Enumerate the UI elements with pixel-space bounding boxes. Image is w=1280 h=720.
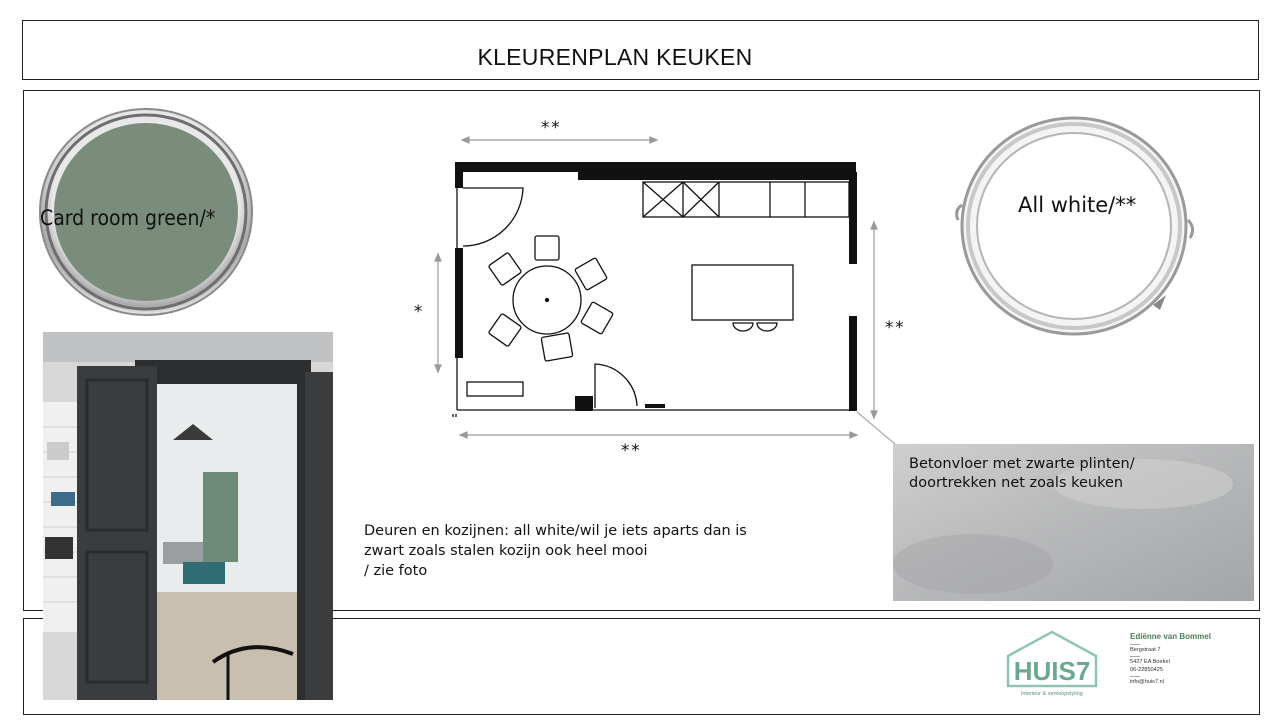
white-paint-swatch [977, 133, 1171, 319]
dimension-arrows [435, 137, 895, 444]
doors-note-line-3: / zie foto [364, 563, 428, 579]
contact-street: Bergstraat 7 [1130, 647, 1161, 653]
contact-phone: 06-22850425 [1130, 667, 1163, 673]
doors-note-line-1: Deuren en kozijnen: all white/wil je iets aparts dan is [364, 523, 747, 539]
white-paint-label: All white/** [1018, 193, 1137, 217]
floor-note [909, 455, 1135, 493]
contact-name: Ediënne van Bommel [1130, 632, 1211, 641]
logo-tagline: interieur & verkoopstyling [1021, 691, 1083, 697]
huis7-logo [1002, 628, 1102, 700]
contact-separator [1130, 644, 1140, 645]
contact-block [1130, 632, 1250, 685]
doors-note-line-2: zwart zoals stalen kozijn ook heel mooi [364, 543, 648, 559]
dimension-right: ** [884, 318, 905, 338]
contact-separator [1130, 656, 1140, 657]
interior-door-photo [43, 332, 333, 700]
white-paint-can [948, 110, 1200, 342]
logo-text: HUIS7 [1013, 656, 1091, 686]
contact-email[interactable]: info@huis7.nl [1130, 679, 1164, 685]
contact-city: 5427 EA Boekel [1130, 659, 1170, 665]
green-paint-label: Card room green/* [40, 206, 216, 230]
dimension-top: ** [540, 118, 561, 138]
floor-note-line-1: Betonvloer met zwarte plinten/ [909, 456, 1135, 472]
floor-note-line-2: doortrekken net zoals keuken [909, 475, 1124, 491]
doors-note [364, 521, 747, 581]
kitchen-floorplan [405, 112, 900, 464]
dimension-left: * [413, 302, 424, 322]
dimension-bottom: ** [620, 441, 641, 461]
contact-separator [1130, 676, 1140, 677]
page-title: KLEURENPLAN KEUKEN [477, 44, 753, 70]
